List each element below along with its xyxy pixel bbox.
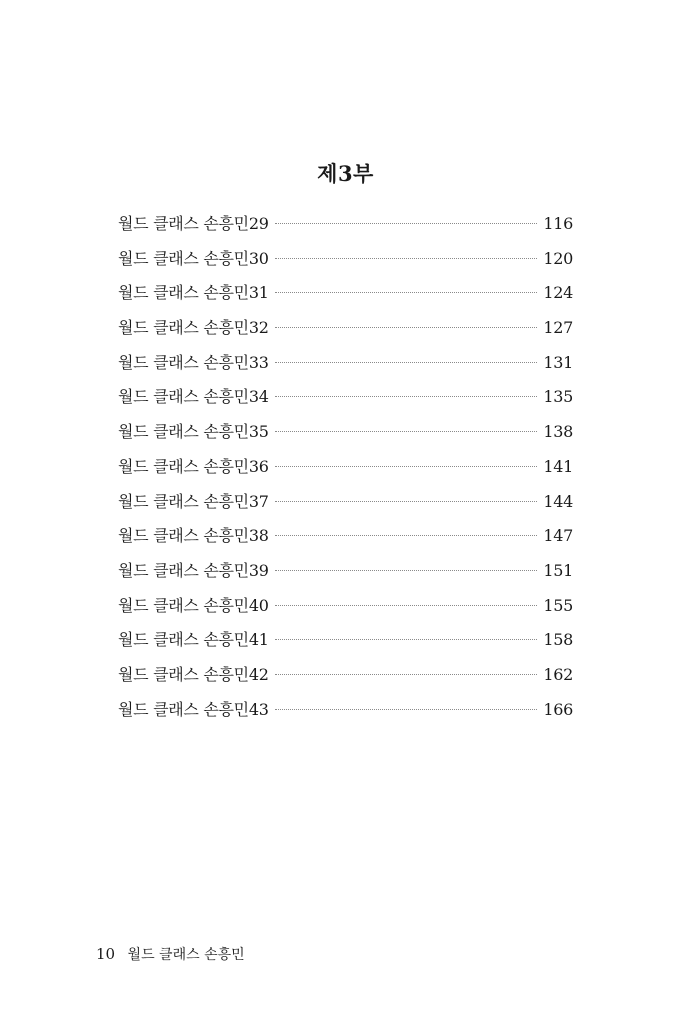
toc-entry-page: 116 bbox=[543, 214, 573, 233]
toc-entry-title: 월드 클래스 손흥민29 bbox=[118, 214, 269, 233]
toc-leader-dots bbox=[275, 223, 537, 224]
toc-entry-title: 월드 클래스 손흥민30 bbox=[118, 248, 269, 268]
toc-entry[interactable] bbox=[118, 627, 573, 662]
part-title: 제3부 bbox=[317, 161, 374, 186]
toc-leader-dots bbox=[275, 327, 537, 328]
toc-entry-page: 151 bbox=[543, 560, 573, 580]
toc-leader-dots bbox=[275, 258, 537, 259]
toc-entry-page: 135 bbox=[543, 387, 573, 407]
toc-entry-page: 124 bbox=[543, 283, 573, 303]
toc-entry-page: 138 bbox=[543, 422, 573, 442]
toc-entry[interactable] bbox=[118, 454, 573, 489]
toc-entry-page: 166 bbox=[543, 699, 573, 719]
footer-page-number: 10 bbox=[96, 945, 116, 963]
toc-entry-title: 월드 클래스 손흥민38 bbox=[118, 526, 269, 546]
toc-entry-title: 월드 클래스 손흥민43 bbox=[118, 699, 269, 719]
toc-leader-dots bbox=[275, 396, 537, 397]
page-footer bbox=[96, 944, 245, 965]
toc-entry-title: 월드 클래스 손흥민36 bbox=[118, 456, 269, 476]
toc-leader-dots bbox=[275, 501, 537, 502]
toc-entry-title: 월드 클래스 손흥민40 bbox=[118, 595, 269, 615]
toc-entry[interactable] bbox=[118, 246, 573, 281]
toc-entry-page: 147 bbox=[543, 526, 573, 546]
toc-entry-page: 141 bbox=[543, 456, 573, 476]
toc-entry-title: 월드 클래스 손흥민35 bbox=[118, 422, 269, 442]
toc-entry-page: 127 bbox=[543, 318, 573, 338]
toc-leader-dots bbox=[275, 709, 537, 710]
toc-leader-dots bbox=[275, 466, 537, 467]
toc-entry-title: 월드 클래스 손흥민37 bbox=[118, 491, 269, 511]
toc-entry-page: 162 bbox=[543, 664, 573, 684]
toc-entry-page: 120 bbox=[543, 248, 573, 268]
toc-entry[interactable] bbox=[118, 662, 573, 697]
toc-entry[interactable] bbox=[118, 523, 573, 558]
toc-entry[interactable] bbox=[118, 697, 573, 732]
toc-entry-title: 월드 클래스 손흥민41 bbox=[118, 630, 269, 650]
toc-leader-dots bbox=[275, 292, 537, 293]
toc-entry[interactable] bbox=[118, 384, 573, 419]
footer-book-title: 월드 클래스 손흥민 bbox=[127, 947, 245, 963]
toc-entry-title: 월드 클래스 손흥민31 bbox=[118, 283, 269, 303]
toc-entry-title: 월드 클래스 손흥민33 bbox=[118, 352, 269, 372]
toc-entry-page: 144 bbox=[543, 491, 573, 511]
toc-entry-title: 월드 클래스 손흥민32 bbox=[118, 318, 269, 338]
toc-entry-title: 월드 클래스 손흥민42 bbox=[118, 664, 269, 684]
toc-leader-dots bbox=[275, 605, 537, 606]
toc-entry[interactable] bbox=[118, 350, 573, 385]
toc-entry[interactable] bbox=[118, 280, 573, 315]
toc-entry[interactable] bbox=[118, 315, 573, 350]
toc-entry-title: 월드 클래스 손흥민34 bbox=[118, 387, 269, 407]
table-of-contents bbox=[118, 211, 573, 731]
toc-entry-title: 월드 클래스 손흥민39 bbox=[118, 560, 269, 580]
toc-entry-page: 158 bbox=[543, 630, 573, 650]
toc-entry[interactable] bbox=[118, 489, 573, 524]
toc-leader-dots bbox=[275, 431, 537, 432]
toc-leader-dots bbox=[275, 639, 537, 640]
toc-leader-dots bbox=[275, 362, 537, 363]
toc-entry-page: 155 bbox=[543, 595, 573, 615]
toc-entry[interactable] bbox=[118, 211, 573, 246]
toc-entry-page: 131 bbox=[543, 352, 573, 372]
toc-leader-dots bbox=[275, 674, 537, 675]
toc-leader-dots bbox=[275, 570, 537, 571]
toc-entry[interactable] bbox=[118, 558, 573, 593]
toc-leader-dots bbox=[275, 535, 537, 536]
toc-entry[interactable] bbox=[118, 593, 573, 628]
toc-entry[interactable] bbox=[118, 419, 573, 454]
